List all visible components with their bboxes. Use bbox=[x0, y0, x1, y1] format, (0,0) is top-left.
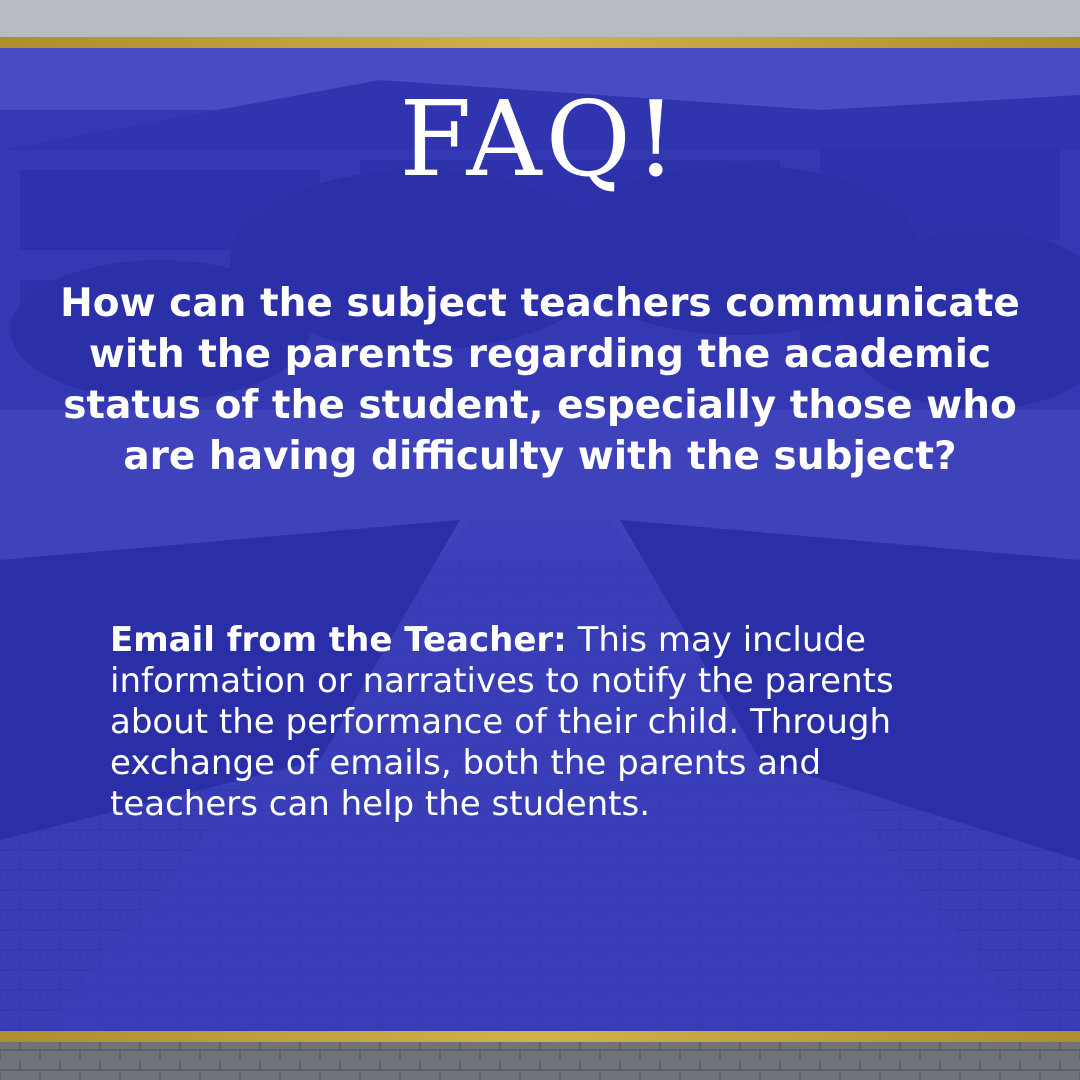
top-gold-border bbox=[0, 37, 1080, 48]
faq-question: How can the subject teachers communicate with the parents regarding the academic status of the student, especially those who are having difficulty with the subject? bbox=[60, 281, 1020, 479]
answer-text: This may include information or narratives to notify the parents about the performance of their child. Through exchange of emails, both the parents and teachers can help the students. bbox=[110, 620, 894, 824]
faq-answer bbox=[110, 620, 910, 825]
top-photo-strip bbox=[0, 0, 1080, 38]
faq-heading: FAQ! bbox=[399, 78, 681, 200]
answer-label: Email from the Teacher: bbox=[110, 620, 567, 660]
bottom-gold-border bbox=[0, 1031, 1080, 1042]
